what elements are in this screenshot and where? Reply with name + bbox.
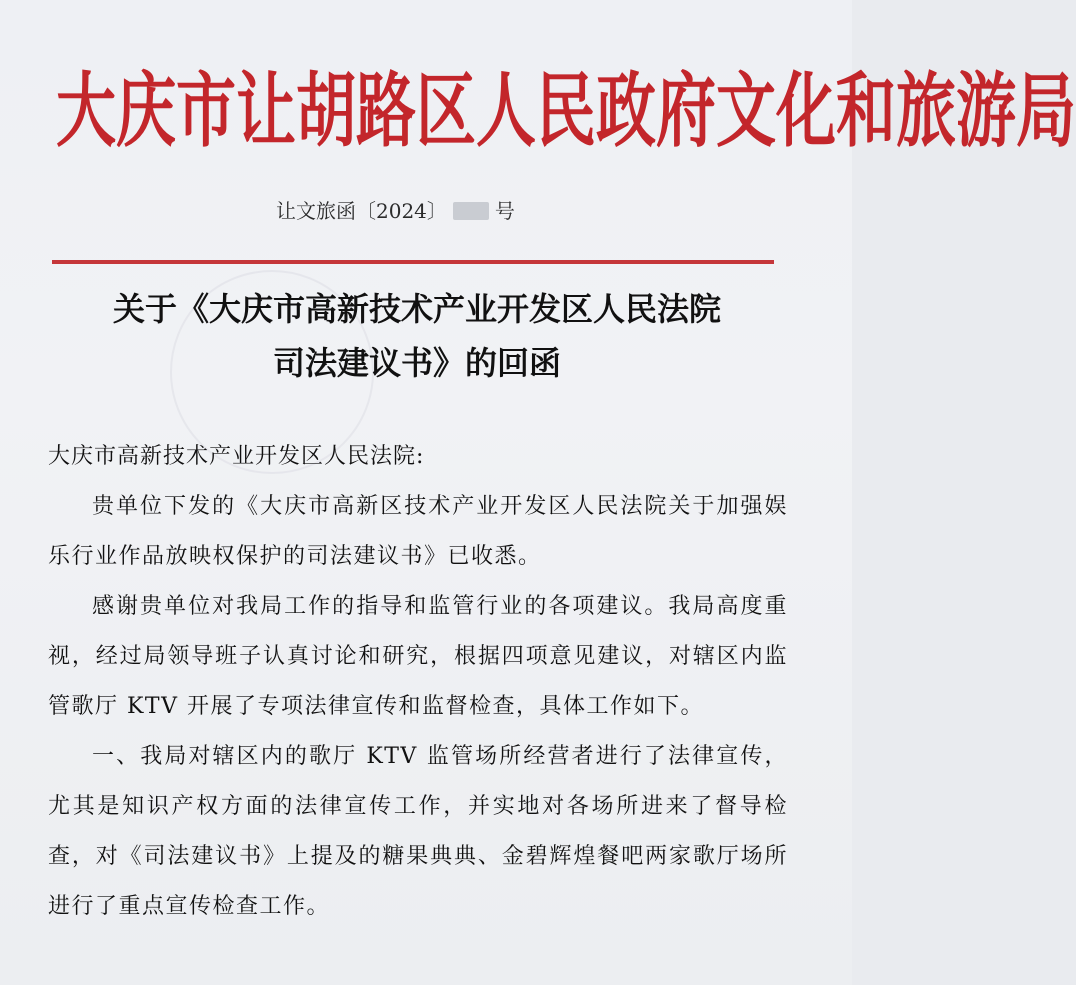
paragraph-1: 贵单位下发的《大庆市高新区技术产业开发区人民法院关于加强娱乐行业作品放映权保护的司法建议书》已收悉。 [48, 494, 788, 569]
agency-header-title: 大庆市让胡路区人民政府文化和旅游局 [56, 64, 1076, 160]
document-number-prefix: 让文旅函〔2024〕 [276, 199, 447, 223]
salutation: 大庆市高新技术产业开发区人民法院: [48, 444, 425, 469]
document-body [48, 432, 788, 932]
document-number [276, 196, 515, 226]
redacted-number [453, 202, 489, 220]
paragraph-3: 一、我局对辖区内的歌厅 KTV 监管场所经营者进行了法律宣传， 尤其是知识产权方面的法律宣传工作，并实地对各场所进来了督导检查，对《司法建议书》上提及的糖果典典、金碧辉煌餐吧两家歌厅场所进行了重点宣传检查工作。 [48, 744, 788, 919]
paragraph-2: 感谢贵单位对我局工作的指导和监管行业的各项建议。我局高度重视，经过局领导班子认真讨论和研究，根据四项意见建议，对辖区内监管歌厅 KTV 开展了专项法律宣传和监督检查，具体工作如下。 [48, 594, 788, 719]
document-number-suffix: 号 [494, 199, 515, 223]
red-separator-line [52, 260, 774, 264]
document-title-line-2: 司法建议书》的回函 [272, 344, 561, 382]
document-title [52, 282, 782, 390]
document-title-line-1: 关于《大庆市高新技术产业开发区人民法院 [112, 290, 721, 328]
